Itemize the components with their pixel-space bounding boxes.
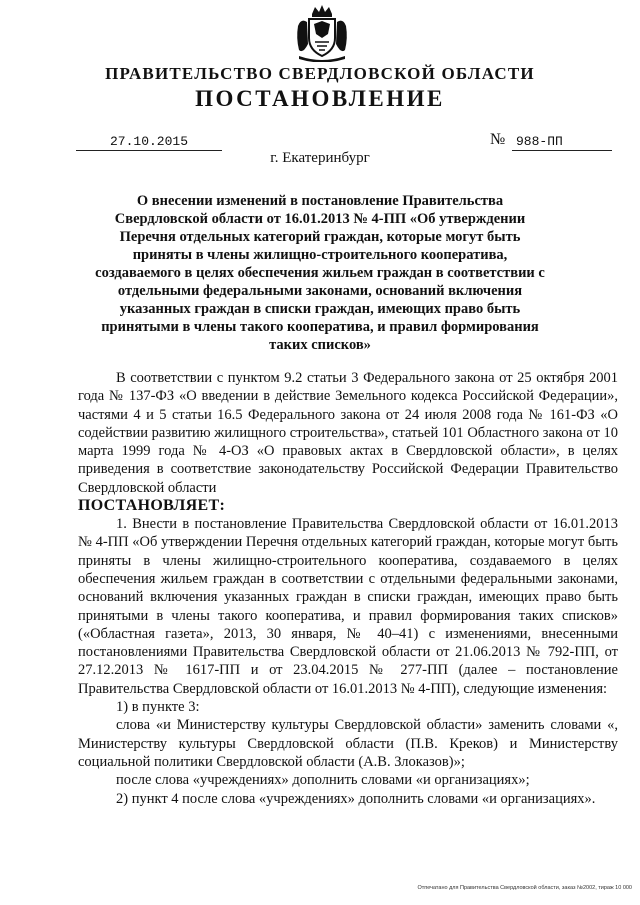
- document-number: 988-ПП: [512, 135, 612, 151]
- number-sign: №: [490, 131, 506, 148]
- subitem-1a-paragraph: слова «и Министерству культуры Свердловской области» заменить словами «, Министерству культуры Свердловской области (П.В. Креков) и Министерству социальной политики Свердловской области (А.В. Злоказов)»;: [78, 717, 618, 770]
- subitem-1-paragraph: 1) в пункте 3:: [116, 699, 200, 716]
- subitem-1b-paragraph: после слова «учреждениях» дополнить словами «и организациях»;: [116, 772, 530, 789]
- item-1-paragraph: 1. Внести в постановление Правительства Свердловской области от 16.01.2013 № 4-ПП «Об утверждении Перечня отдельных категорий граждан, которые могут быть приняты в члены жилищно-строительного кооператива, создаваемого в целях обеспечения жильем граждан в соответствии с отдельными федеральными законами, оснований включения указанных граждан в списки граждан, имеющих право быть принятыми в члены такого кооператива, и правил формирования таких списков» («Областная газета», 2013, 30 января, № 40–41) с изменениями, внесенными постановлениями Правительства Свердловской области от 21.06.2013 № 792-ПП, от 27.12.2013 № 1617-ПП и от 23.04.2015 № 277-ПП (далее – постановление Правительства Свердловской области от 16.01.2013 № 4-ПП), следующие изменения:: [78, 516, 618, 697]
- coat-of-arms-icon: [295, 4, 349, 62]
- organization-name: ПРАВИТЕЛЬСТВО СВЕРДЛОВСКОЙ ОБЛАСТИ: [105, 64, 535, 83]
- print-note: Отпечатано для Правительства Свердловской области, заказ №2002, тираж 10 000: [417, 885, 632, 891]
- resolves-heading: ПОСТАНОВЛЯЕТ:: [78, 497, 226, 515]
- document-title: О внесении изменений в постановление Правительства Свердловской области от 16.01.2013 № 4-ПП «Об утверждении Перечня отдельных категорий граждан, которые могут быть приняты в члены жилищно-строительного кооператива, создаваемого в целях обеспечения жильем граждан в соответствии с отдельными федеральными законами, оснований включения указанных граждан в списки граждан, имеющих право быть принятыми в члены такого кооператива, и правил формирования таких списков»: [95, 193, 545, 353]
- preamble-paragraph: В соответствии с пунктом 9.2 статьи 3 Федерального закона от 25 октября 2001 года № 137-ФЗ «О введении в действие Земельного кодекса Российской Федерации», частями 4 и 5 статьи 16.5 Федерального закона от 24 июля 2008 года № 161-ФЗ «О содействии развитию жилищного строительства», статьей 101 Областного закона от 10 марта 1999 года № 4-ОЗ «О правовых актах в Свердловской области», в целях приведения в соответствие законодательству Российской Федерации Правительство Свердловской области: [78, 370, 618, 496]
- issue-city: г. Екатеринбург: [270, 150, 370, 166]
- subitem-2-paragraph: 2) пункт 4 после слова «учреждениях» дополнить словами «и организациях».: [116, 790, 596, 807]
- document-date: 27.10.2015: [76, 135, 222, 151]
- document-body: [78, 369, 618, 808]
- document-type: ПОСТАНОВЛЕНИЕ: [195, 86, 445, 111]
